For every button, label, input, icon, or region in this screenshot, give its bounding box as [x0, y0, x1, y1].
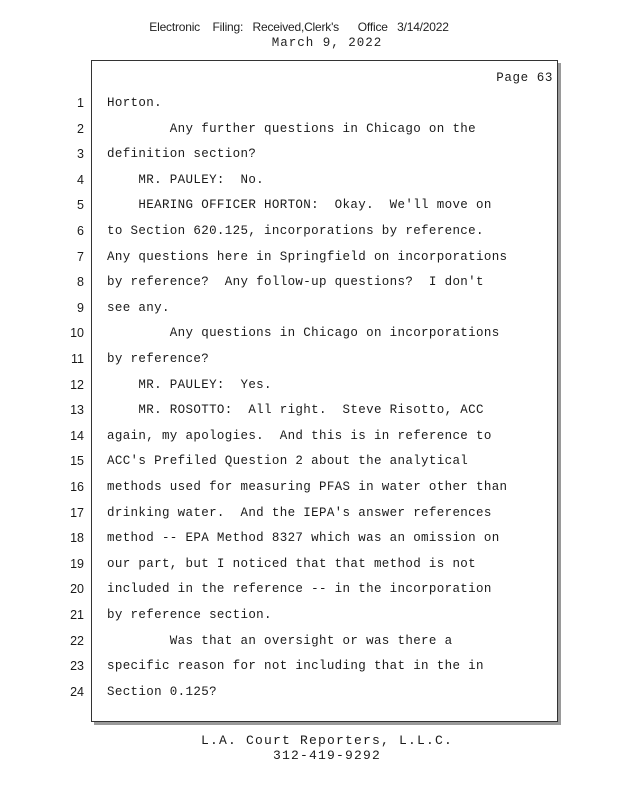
filing-stamp: Electronic Filing: Received,Clerk's Office 3/14/2022	[149, 20, 449, 34]
line-number: 15	[70, 454, 84, 469]
line-text: Any questions in Chicago on incorporations	[107, 326, 500, 341]
line-text: included in the reference -- in the incorporation	[107, 582, 492, 597]
line-text: Any further questions in Chicago on the	[107, 121, 477, 136]
line-number: 22	[70, 633, 84, 648]
line-number: 10	[70, 326, 84, 341]
line-number: 23	[70, 659, 84, 674]
line-text: drinking water. And the IEPA's answer references	[107, 505, 492, 520]
hearing-date: March 9, 2022	[271, 36, 383, 50]
line-text: Section 0.125?	[107, 684, 217, 699]
line-text: MR. PAULEY: No.	[107, 172, 265, 187]
line-text: definition section?	[107, 147, 257, 162]
line-text: MR. PAULEY: Yes.	[107, 377, 272, 392]
line-number: 1	[77, 96, 84, 110]
line-text: to Section 620.125, incorporations by reference.	[107, 224, 484, 238]
line-number: 4	[77, 172, 84, 187]
line-text: again, my apologies. And this is in reference to	[107, 428, 492, 443]
line-number: 21	[70, 608, 84, 622]
footer-phone: 312-419-9292	[272, 748, 381, 763]
line-number: 17	[70, 505, 84, 520]
line-text: by reference section.	[107, 608, 272, 622]
line-text: Horton.	[107, 96, 162, 110]
line-text: specific reason for not including that in the in	[107, 659, 484, 674]
line-text: methods used for measuring PFAS in water other than	[107, 480, 508, 494]
line-number: 2	[77, 121, 84, 136]
line-number: 14	[70, 428, 84, 443]
line-number: 7	[77, 249, 84, 264]
footer-company: L.A. Court Reporters, L.L.C.	[200, 733, 454, 748]
line-number: 16	[70, 480, 84, 494]
line-text: method -- EPA Method 8327 which was an omission on	[107, 531, 500, 546]
line-text: ACC's Prefiled Question 2 about the analytical	[107, 454, 469, 469]
line-number: 9	[77, 300, 84, 315]
page-number: Page 63	[496, 71, 553, 85]
line-number: 5	[77, 198, 84, 213]
line-number: 20	[70, 582, 84, 597]
line-number: 3	[77, 147, 84, 162]
line-text: Any questions here in Springfield on incorporations	[107, 249, 508, 264]
line-number: 12	[70, 377, 84, 392]
line-text: by reference? Any follow-up questions? I don't	[107, 275, 484, 290]
line-number: 8	[77, 275, 84, 290]
line-number: 13	[70, 403, 84, 418]
line-text: MR. ROSOTTO: All right. Steve Risotto, ACC	[107, 403, 484, 418]
line-number: 6	[77, 224, 84, 238]
line-text: see any.	[107, 300, 170, 315]
line-number: 11	[71, 352, 84, 366]
line-text: Was that an oversight or was there a	[107, 633, 453, 648]
line-text: our part, but I noticed that that method is not	[107, 556, 477, 571]
line-number: 18	[70, 531, 84, 546]
line-text: HEARING OFFICER HORTON: Okay. We'll move on	[107, 198, 492, 213]
line-number: 24	[70, 684, 84, 699]
line-number: 19	[70, 556, 84, 571]
line-text: by reference?	[107, 352, 210, 366]
